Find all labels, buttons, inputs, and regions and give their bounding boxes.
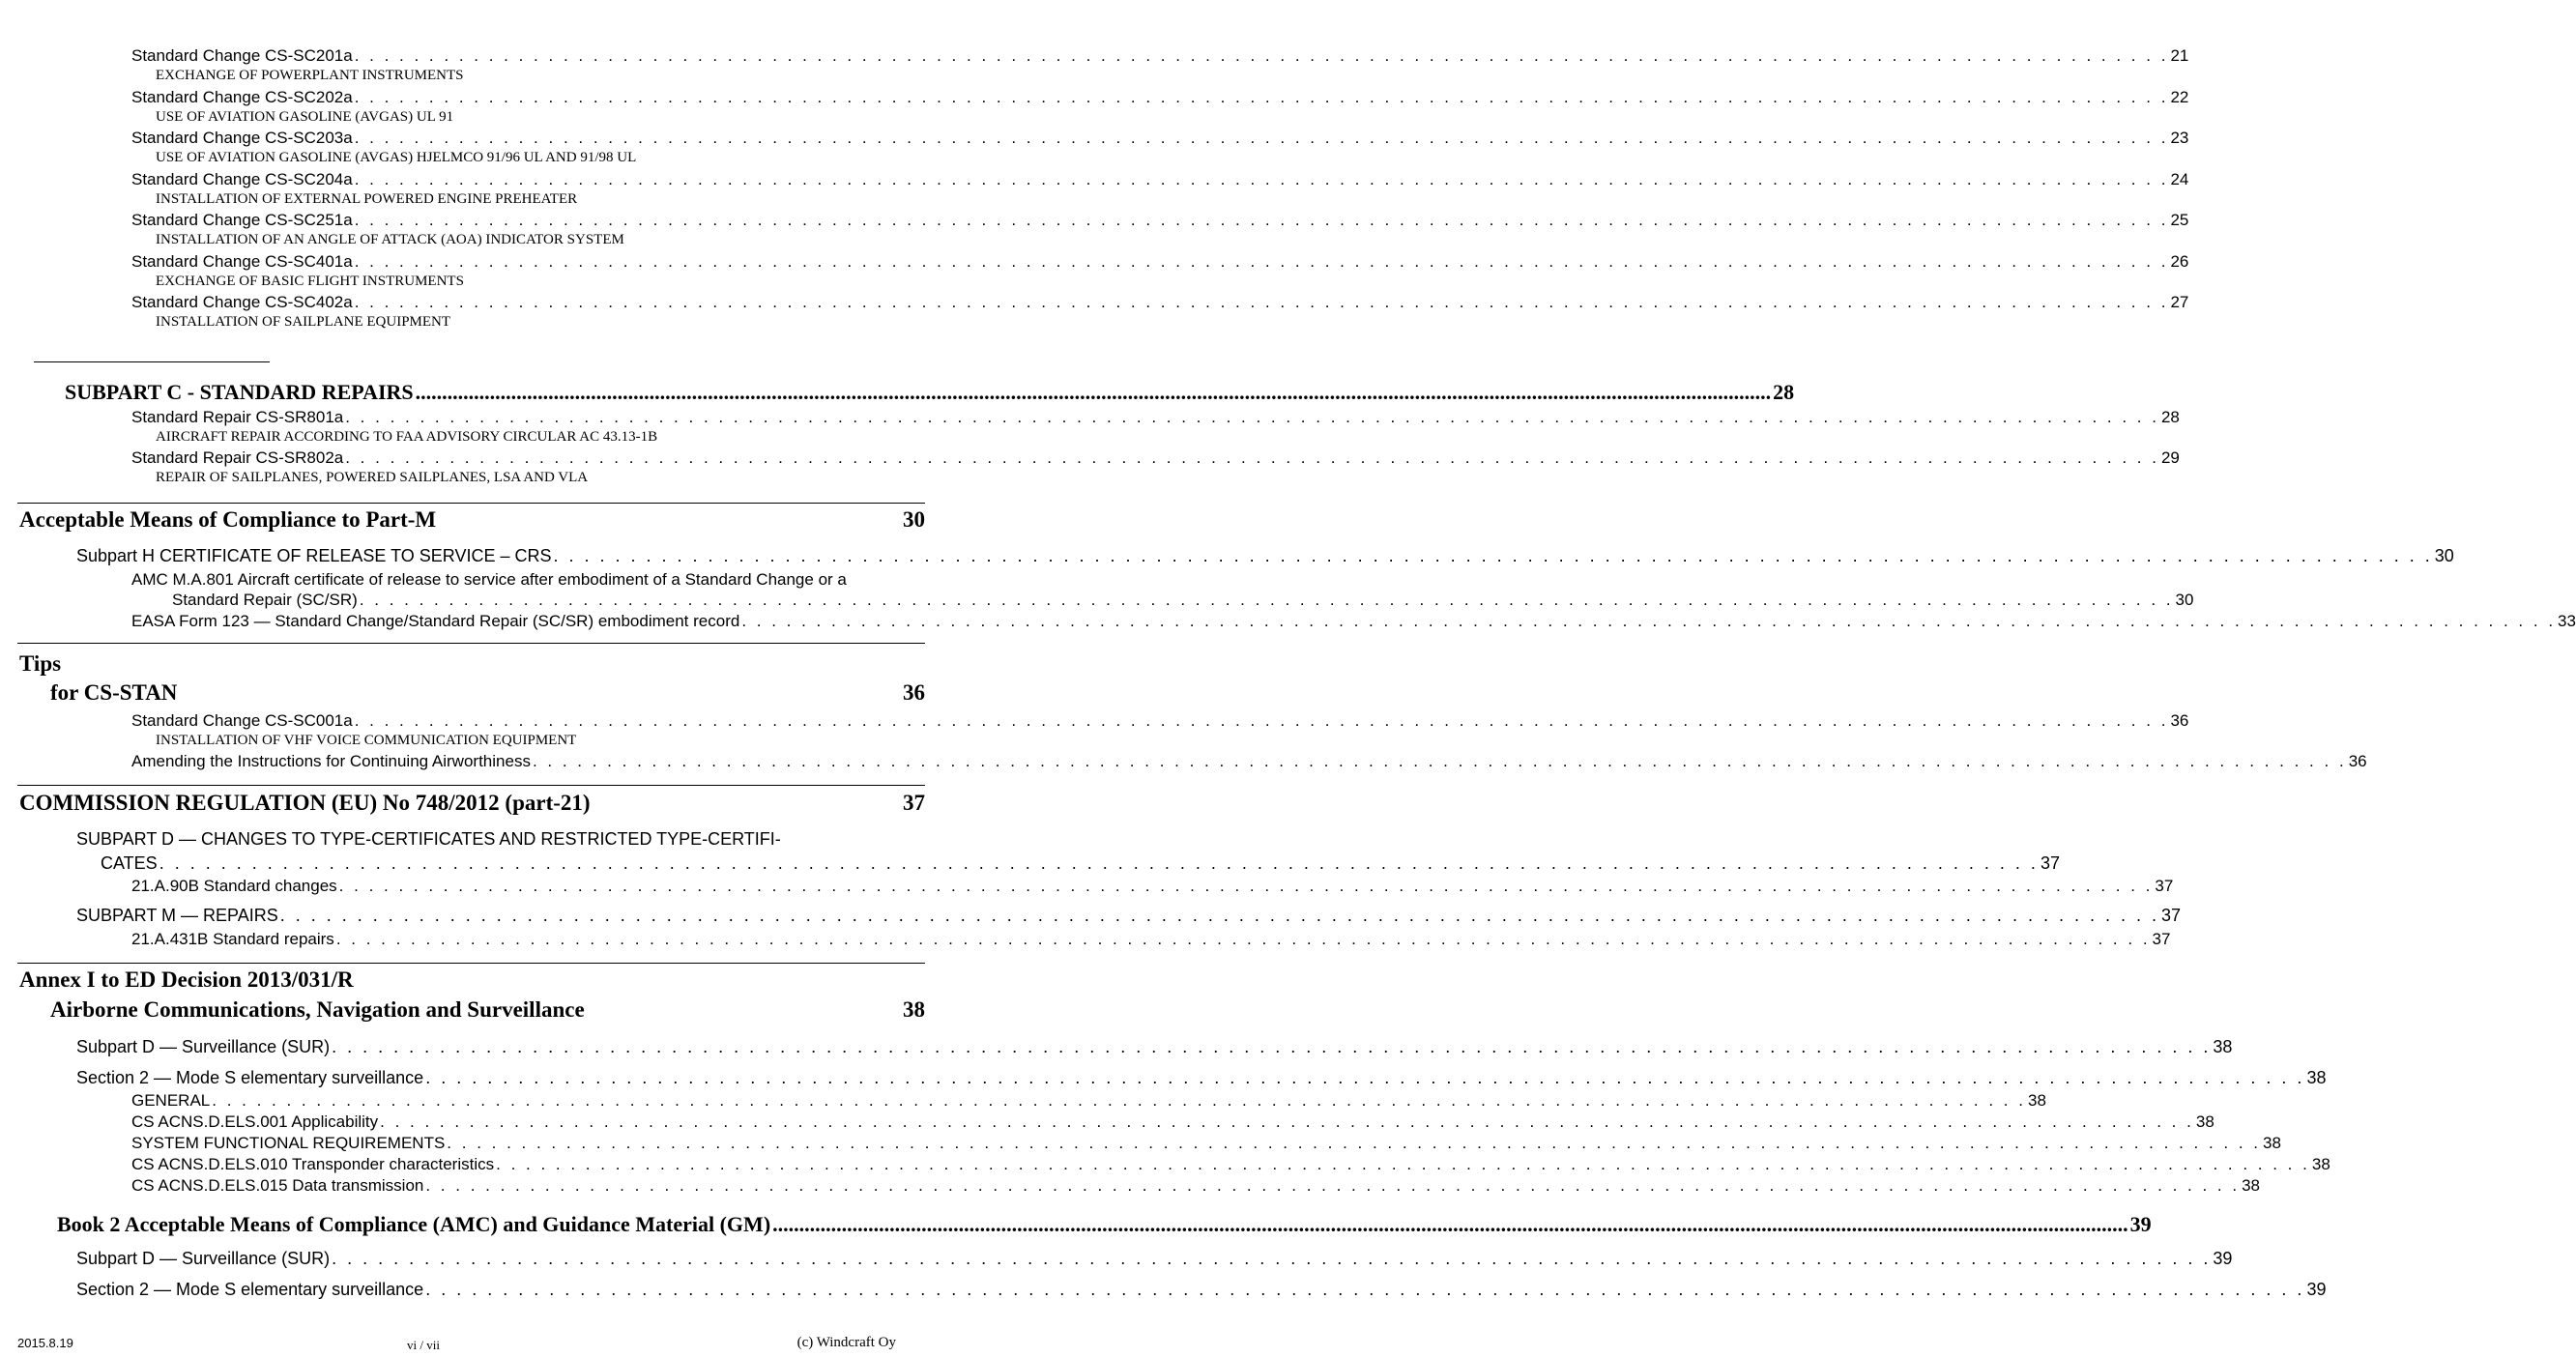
- toc-entry-desc: INSTALLATION OF VHF VOICE COMMUNICATION EQUIPMENT: [156, 733, 577, 748]
- toc-entry-subpart-d-sur[interactable]: Subpart D — Surveillance (SUR) . . . . . . . . . . . . . . . . . . . . . . . . . . . . . . . . . . . . . . . . . . . . . . . . . . . . . . . . . . . . . . . . . . . . . . . . . . . . . . . . . . . . . . . . . . . . . . . . . . . . . . . . . . . . . . . . . . . . . . . . . . 38: [76, 1037, 2233, 1056]
- footer-page-indicator: vi / vii: [407, 1338, 440, 1352]
- toc-entry-desc: INSTALLATION OF EXTERNAL POWERED ENGINE PREHEATER: [156, 191, 578, 207]
- toc-entry-sc203a[interactable]: Standard Change CS-SC203a . . . . . . . . . . . . . . . . . . . . . . . . . . . . . . . . . . . . . . . . . . . . . . . . . . . . . . . . . . . . . . . . . . . . . . . . . . . . . . . . . . . . . . . . . . . . . . . . . . . . . . . . . . . . . . . . . . . . . . . . . . 23: [131, 129, 2189, 147]
- toc-heading-amc-part-m[interactable]: Acceptable Means of Compliance to Part-M 30: [19, 507, 925, 532]
- toc-entry-els-010[interactable]: CS ACNS.D.ELS.010 Transponder characteristics . . . . . . . . . . . . . . . . . . . . . . . . . . . . . . . . . . . . . . . . . . . . . . . . . . . . . . . . . . . . . . . . . . . . . . . . . . . . . . . . . . . . . . . . . . . . . . . . . . . . . . . . . . . . . . . . . . . . . . . . . . 38: [131, 1155, 2330, 1173]
- toc-entry-sr801a[interactable]: Standard Repair CS-SR801a . . . . . . . . . . . . . . . . . . . . . . . . . . . . . . . . . . . . . . . . . . . . . . . . . . . . . . . . . . . . . . . . . . . . . . . . . . . . . . . . . . . . . . . . . . . . . . . . . . . . . . . . . . . . . . . . . . . . . . . . . . 28: [131, 408, 2180, 426]
- section-divider: [17, 963, 925, 964]
- toc-entry-sr802a[interactable]: Standard Repair CS-SR802a . . . . . . . . . . . . . . . . . . . . . . . . . . . . . . . . . . . . . . . . . . . . . . . . . . . . . . . . . . . . . . . . . . . . . . . . . . . . . . . . . . . . . . . . . . . . . . . . . . . . . . . . . . . . . . . . . . . . . . . . . . 29: [131, 448, 2180, 467]
- toc-entry-amc-801-line2[interactable]: Standard Repair (SC/SR) . . . . . . . . . . . . . . . . . . . . . . . . . . . . . . . . . . . . . . . . . . . . . . . . . . . . . . . . . . . . . . . . . . . . . . . . . . . . . . . . . . . . . . . . . . . . . . . . . . . . . . . . . . . . . . . . . . . . . . . . . . 30: [172, 591, 2194, 609]
- toc-heading-regulation[interactable]: COMMISSION REGULATION (EU) No 748/2012 (part-21) 37: [19, 791, 925, 815]
- toc-entry-sc001a[interactable]: Standard Change CS-SC001a . . . . . . . . . . . . . . . . . . . . . . . . . . . . . . . . . . . . . . . . . . . . . . . . . . . . . . . . . . . . . . . . . . . . . . . . . . . . . . . . . . . . . . . . . . . . . . . . . . . . . . . . . . . . . . . . . . . . . . . . . . 36: [131, 711, 2189, 730]
- toc-entry-book2-subpart-d-sur[interactable]: Subpart D — Surveillance (SUR) . . . . . . . . . . . . . . . . . . . . . . . . . . . . . . . . . . . . . . . . . . . . . . . . . . . . . . . . . . . . . . . . . . . . . . . . . . . . . . . . . . . . . . . . . . . . . . . . . . . . . . . . . . . . . . . . . . . . . . . . . . 39: [76, 1249, 2233, 1268]
- toc-heading-tips-line1[interactable]: Tips: [19, 651, 62, 676]
- toc-entry-desc: AIRCRAFT REPAIR ACCORDING TO FAA ADVISORY CIRCULAR AC 43.13-1B: [156, 429, 658, 445]
- toc-heading-annex-line1[interactable]: Annex I to ED Decision 2013/031/R: [19, 967, 354, 992]
- toc-heading-subpart-c[interactable]: SUBPART C - STANDARD REPAIRS ............................................................................................................................................................................................................................................................... 28: [65, 380, 1795, 404]
- section-divider: [17, 785, 925, 786]
- toc-entry-sc401a[interactable]: Standard Change CS-SC401a . . . . . . . . . . . . . . . . . . . . . . . . . . . . . . . . . . . . . . . . . . . . . . . . . . . . . . . . . . . . . . . . . . . . . . . . . . . . . . . . . . . . . . . . . . . . . . . . . . . . . . . . . . . . . . . . . . . . . . . . . . 26: [131, 252, 2189, 271]
- toc-entry-system-functional-requirements[interactable]: SYSTEM FUNCTIONAL REQUIREMENTS . . . . . . . . . . . . . . . . . . . . . . . . . . . . . . . . . . . . . . . . . . . . . . . . . . . . . . . . . . . . . . . . . . . . . . . . . . . . . . . . . . . . . . . . . . . . . . . . . . . . . . . . . . . . . . . . . . . . . . . . . . 38: [131, 1134, 2281, 1152]
- toc-entry-easa-form-123[interactable]: EASA Form 123 — Standard Change/Standard Repair (SC/SR) embodiment record . . . . . . . . . . . . . . . . . . . . . . . . . . . . . . . . . . . . . . . . . . . . . . . . . . . . . . . . . . . . . . . . . . . . . . . . . . . . . . . . . . . . . . . . . . . . . . . . . . . . . . . . . . . . . . . . . . . . . . . . . . 33: [131, 612, 2576, 630]
- toc-entry-els-001[interactable]: CS ACNS.D.ELS.001 Applicability . . . . . . . . . . . . . . . . . . . . . . . . . . . . . . . . . . . . . . . . . . . . . . . . . . . . . . . . . . . . . . . . . . . . . . . . . . . . . . . . . . . . . . . . . . . . . . . . . . . . . . . . . . . . . . . . . . . . . . . . . . 38: [131, 1112, 2214, 1131]
- toc-heading-book-2[interactable]: Book 2 Acceptable Means of Compliance (AMC) and Guidance Material (GM) ............................................................................................................................................................................................................................................................... 39: [57, 1212, 2152, 1236]
- toc-entry-desc: USE OF AVIATION GASOLINE (AVGAS) UL 91: [156, 109, 454, 125]
- toc-entry-sc251a[interactable]: Standard Change CS-SC251a . . . . . . . . . . . . . . . . . . . . . . . . . . . . . . . . . . . . . . . . . . . . . . . . . . . . . . . . . . . . . . . . . . . . . . . . . . . . . . . . . . . . . . . . . . . . . . . . . . . . . . . . . . . . . . . . . . . . . . . . . . 25: [131, 211, 2189, 229]
- toc-heading-tips-line2[interactable]: for CS-STAN 36: [50, 680, 925, 705]
- toc-heading-annex-line2[interactable]: Airborne Communications, Navigation and Surveillance 38: [50, 997, 925, 1022]
- toc-entry-21a431b[interactable]: 21.A.431B Standard repairs . . . . . . . . . . . . . . . . . . . . . . . . . . . . . . . . . . . . . . . . . . . . . . . . . . . . . . . . . . . . . . . . . . . . . . . . . . . . . . . . . . . . . . . . . . . . . . . . . . . . . . . . . . . . . . . . . . . . . . . . . . 37: [131, 930, 2171, 948]
- toc-entry-subpart-h[interactable]: Subpart H CERTIFICATE OF RELEASE TO SERVICE – CRS . . . . . . . . . . . . . . . . . . . . . . . . . . . . . . . . . . . . . . . . . . . . . . . . . . . . . . . . . . . . . . . . . . . . . . . . . . . . . . . . . . . . . . . . . . . . . . . . . . . . . . . . . . . . . . . . . . . . . . . . . . 30: [76, 546, 2454, 565]
- toc-entry-els-015[interactable]: CS ACNS.D.ELS.015 Data transmission . . . . . . . . . . . . . . . . . . . . . . . . . . . . . . . . . . . . . . . . . . . . . . . . . . . . . . . . . . . . . . . . . . . . . . . . . . . . . . . . . . . . . . . . . . . . . . . . . . . . . . . . . . . . . . . . . . . . . . . . . . 38: [131, 1176, 2261, 1195]
- toc-entry-book2-section-2-mode-s[interactable]: Section 2 — Mode S elementary surveillance . . . . . . . . . . . . . . . . . . . . . . . . . . . . . . . . . . . . . . . . . . . . . . . . . . . . . . . . . . . . . . . . . . . . . . . . . . . . . . . . . . . . . . . . . . . . . . . . . . . . . . . . . . . . . . . . . . . . . . . . . . 39: [76, 1280, 2327, 1299]
- toc-entry-sc204a[interactable]: Standard Change CS-SC204a . . . . . . . . . . . . . . . . . . . . . . . . . . . . . . . . . . . . . . . . . . . . . . . . . . . . . . . . . . . . . . . . . . . . . . . . . . . . . . . . . . . . . . . . . . . . . . . . . . . . . . . . . . . . . . . . . . . . . . . . . . 24: [131, 170, 2189, 188]
- toc-entry-amending-ica[interactable]: Amending the Instructions for Continuing Airworthiness . . . . . . . . . . . . . . . . . . . . . . . . . . . . . . . . . . . . . . . . . . . . . . . . . . . . . . . . . . . . . . . . . . . . . . . . . . . . . . . . . . . . . . . . . . . . . . . . . . . . . . . . . . . . . . . . . . . . . . . . . . 36: [131, 752, 2367, 770]
- toc-entry-desc: EXCHANGE OF BASIC FLIGHT INSTRUMENTS: [156, 274, 464, 289]
- short-divider: [34, 361, 270, 362]
- toc-entry-section-2-mode-s[interactable]: Section 2 — Mode S elementary surveillance . . . . . . . . . . . . . . . . . . . . . . . . . . . . . . . . . . . . . . . . . . . . . . . . . . . . . . . . . . . . . . . . . . . . . . . . . . . . . . . . . . . . . . . . . . . . . . . . . . . . . . . . . . . . . . . . . . . . . . . . . . 38: [76, 1068, 2327, 1087]
- toc-entry-amc-801-line1[interactable]: AMC M.A.801 Aircraft certificate of release to service after embodiment of a Standard Change or a: [131, 570, 847, 589]
- toc-entry-sc202a[interactable]: Standard Change CS-SC202a . . . . . . . . . . . . . . . . . . . . . . . . . . . . . . . . . . . . . . . . . . . . . . . . . . . . . . . . . . . . . . . . . . . . . . . . . . . . . . . . . . . . . . . . . . . . . . . . . . . . . . . . . . . . . . . . . . . . . . . . . . 22: [131, 88, 2189, 106]
- toc-entry-desc: INSTALLATION OF SAILPLANE EQUIPMENT: [156, 314, 451, 330]
- toc-entry-general[interactable]: GENERAL . . . . . . . . . . . . . . . . . . . . . . . . . . . . . . . . . . . . . . . . . . . . . . . . . . . . . . . . . . . . . . . . . . . . . . . . . . . . . . . . . . . . . . . . . . . . . . . . . . . . . . . . . . . . . . . . . . . . . . . . . . 38: [131, 1091, 2046, 1110]
- footer-date: 2015.8.19: [17, 1336, 73, 1350]
- section-divider: [17, 643, 925, 644]
- toc-entry-desc: EXCHANGE OF POWERPLANT INSTRUMENTS: [156, 68, 464, 83]
- toc-entry-21a90b[interactable]: 21.A.90B Standard changes . . . . . . . . . . . . . . . . . . . . . . . . . . . . . . . . . . . . . . . . . . . . . . . . . . . . . . . . . . . . . . . . . . . . . . . . . . . . . . . . . . . . . . . . . . . . . . . . . . . . . . . . . . . . . . . . . . . . . . . . . . 37: [131, 877, 2174, 895]
- footer-copyright: (c) Windcraft Oy: [796, 1335, 896, 1350]
- toc-entry-desc: INSTALLATION OF AN ANGLE OF ATTACK (AOA) INDICATOR SYSTEM: [156, 232, 624, 247]
- toc-entry-sc402a[interactable]: Standard Change CS-SC402a . . . . . . . . . . . . . . . . . . . . . . . . . . . . . . . . . . . . . . . . . . . . . . . . . . . . . . . . . . . . . . . . . . . . . . . . . . . . . . . . . . . . . . . . . . . . . . . . . . . . . . . . . . . . . . . . . . . . . . . . . . 27: [131, 293, 2189, 311]
- toc-entry-subpart-d-line2[interactable]: CATES . . . . . . . . . . . . . . . . . . . . . . . . . . . . . . . . . . . . . . . . . . . . . . . . . . . . . . . . . . . . . . . . . . . . . . . . . . . . . . . . . . . . . . . . . . . . . . . . . . . . . . . . . . . . . . . . . . . . . . . . . . 37: [101, 853, 2060, 873]
- toc-entry-desc: REPAIR OF SAILPLANES, POWERED SAILPLANES, LSA AND VLA: [156, 470, 589, 485]
- toc-entry-desc: USE OF AVIATION GASOLINE (AVGAS) HJELMCO 91/96 UL AND 91/98 UL: [156, 150, 637, 165]
- toc-entry-subpart-d-line1[interactable]: SUBPART D — CHANGES TO TYPE-CERTIFICATES AND RESTRICTED TYPE-CERTIFI-: [76, 829, 781, 849]
- toc-entry-sc201a[interactable]: Standard Change CS-SC201a . . . . . . . . . . . . . . . . . . . . . . . . . . . . . . . . . . . . . . . . . . . . . . . . . . . . . . . . . . . . . . . . . . . . . . . . . . . . . . . . . . . . . . . . . . . . . . . . . . . . . . . . . . . . . . . . . . . . . . . . . . 21: [131, 46, 2189, 65]
- toc-entry-subpart-m[interactable]: SUBPART M — REPAIRS . . . . . . . . . . . . . . . . . . . . . . . . . . . . . . . . . . . . . . . . . . . . . . . . . . . . . . . . . . . . . . . . . . . . . . . . . . . . . . . . . . . . . . . . . . . . . . . . . . . . . . . . . . . . . . . . . . . . . . . . . . 37: [76, 906, 2181, 925]
- section-divider: [17, 503, 925, 504]
